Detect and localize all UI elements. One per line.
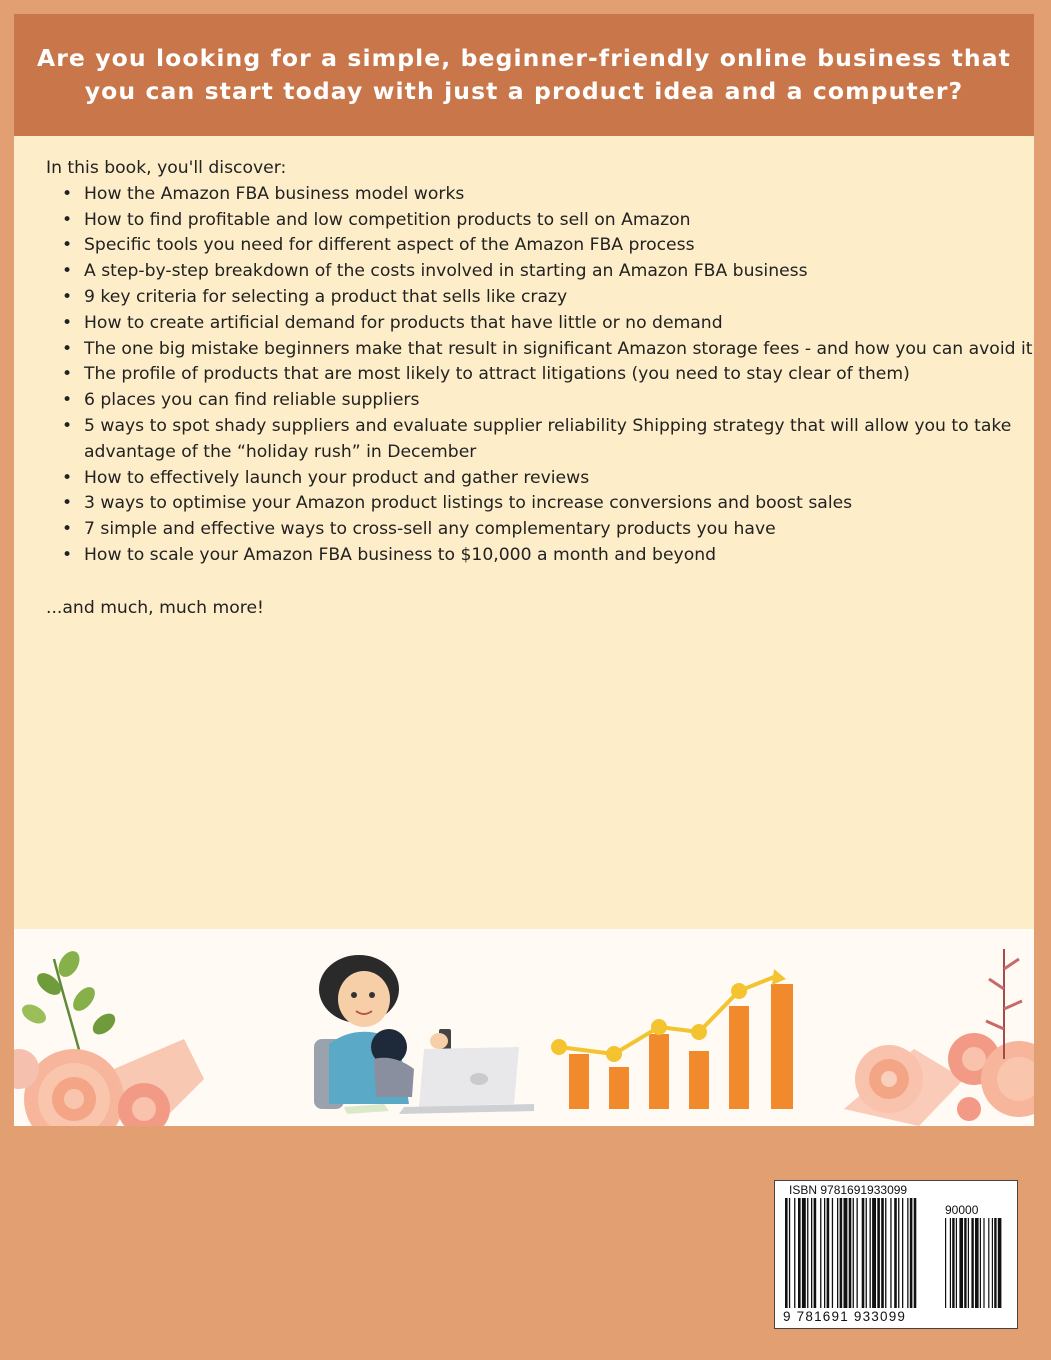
- list-item: • Specific tools you need for different aspect of the Amazon FBA process: [84, 233, 1034, 259]
- list-item: • 9 key criteria for selecting a product that sells like crazy: [84, 285, 1034, 311]
- price-code: 90000: [945, 1203, 979, 1217]
- tagline: Are you looking for a simple, beginner-friendly online business that you can start today with just a product idea and a computer?: [36, 44, 1012, 105]
- outro-text: ...and much, much more!: [46, 597, 264, 618]
- points-list: [46, 182, 1034, 569]
- isbn-digits: 9 781691 933099: [783, 1309, 907, 1324]
- isbn-label: ISBN 9781691933099: [789, 1183, 908, 1197]
- header-banner: [14, 14, 1034, 136]
- content-panel: [14, 136, 1034, 929]
- illustration-strip: [14, 929, 1034, 1126]
- woman-with-baby-laptop-icon: [314, 955, 534, 1114]
- list-item: • How to effectively launch your product and gather reviews: [84, 466, 1034, 492]
- floral-left-icon: [14, 947, 204, 1126]
- list-item: • 7 simple and effective ways to cross-sell any complementary products you have: [84, 517, 1034, 543]
- list-item: • 5 ways to spot shady suppliers and evaluate supplier reliability Shipping strategy that will allow you to take advantage of the “holiday rush” in December: [84, 414, 1034, 466]
- list-item: • The one big mistake beginners make that result in significant Amazon storage fees - and how you can avoid it: [84, 337, 1034, 363]
- list-item: • How to find profitable and low competition products to sell on Amazon: [84, 208, 1034, 234]
- list-item: • 6 places you can find reliable suppliers: [84, 388, 1034, 414]
- list-item: • A step-by-step breakdown of the costs involved in starting an Amazon FBA business: [84, 259, 1034, 285]
- barcode-icon: [785, 1198, 1007, 1310]
- list-item: • How the Amazon FBA business model works: [84, 182, 1034, 208]
- list-item: • 3 ways to optimise your Amazon product listings to increase conversions and boost sales: [84, 491, 1034, 517]
- intro-text: In this book, you'll discover:: [46, 158, 287, 178]
- list-item: • How to scale your Amazon FBA business to $10,000 a month and beyond: [84, 543, 1034, 569]
- list-item: • The profile of products that are most likely to attract litigations (you need to stay clear of them): [84, 362, 1034, 388]
- barcode-box: [774, 1180, 1018, 1329]
- list-item: • How to create artificial demand for products that have little or no demand: [84, 311, 1034, 337]
- growth-chart-icon: [551, 969, 793, 1109]
- floral-right-icon: [844, 949, 1034, 1126]
